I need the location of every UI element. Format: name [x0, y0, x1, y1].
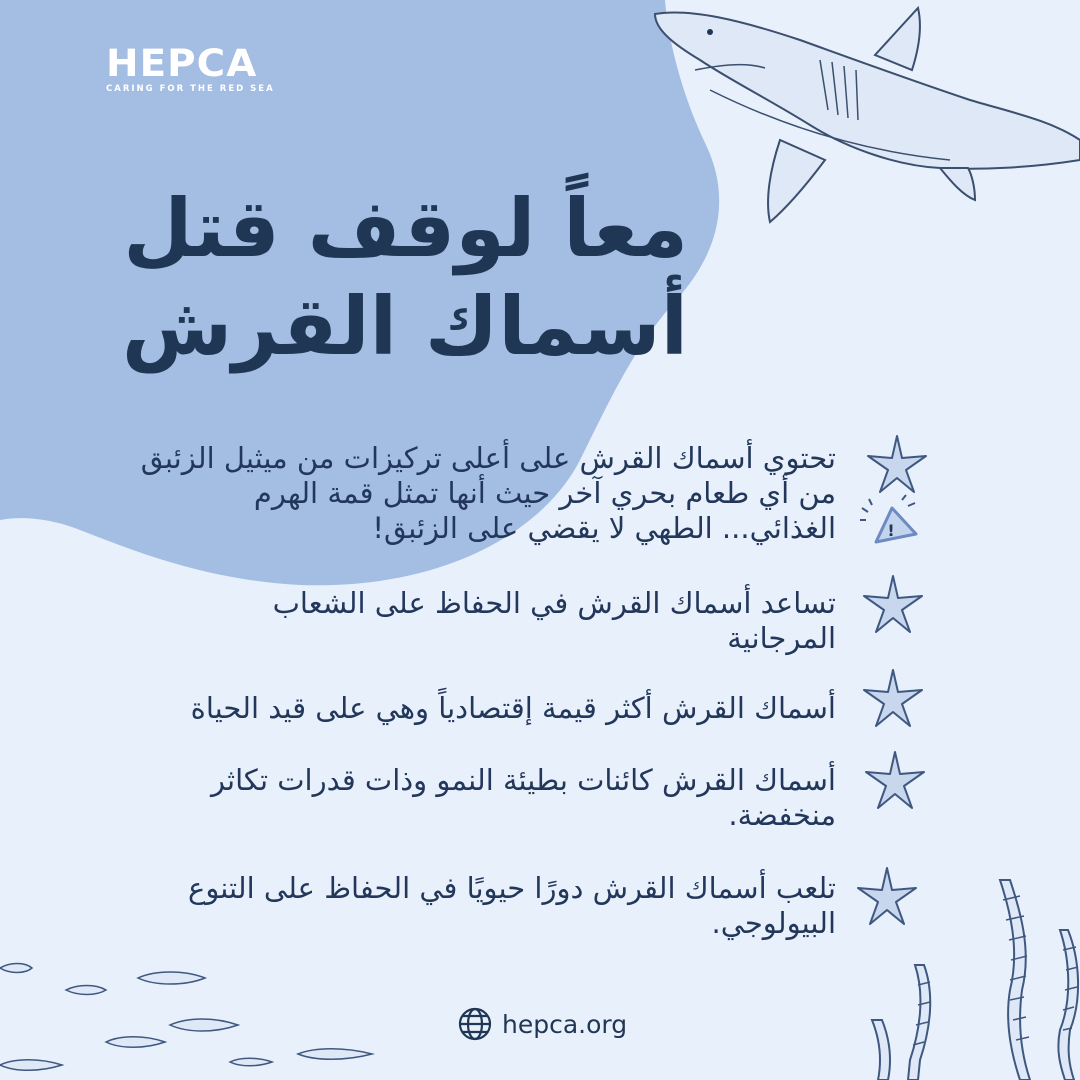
title-line-2: أسماك القرش: [121, 280, 688, 373]
fact-line: البيولوجي.: [711, 906, 836, 940]
starfish-icon: [864, 750, 926, 812]
fact-line: منخفضة.: [728, 798, 836, 832]
starfish-icon: [866, 434, 928, 496]
footer: [458, 1004, 627, 1044]
fact-item: [273, 586, 836, 656]
fact-item: [188, 871, 836, 941]
fact-line: تلعب أسماك القرش دورًا حيويًا في الحفاظ على التنوع: [188, 871, 836, 905]
globe-icon: [458, 1007, 492, 1041]
fact-line: من أي طعام بحري آخر حيث أنها تمثل قمة الهرم: [253, 476, 836, 510]
fact-line: الغذائي... الطهي لا يقضي على الزئبق!: [372, 511, 836, 545]
title-line-1: معاً لوقف قتل: [123, 182, 688, 275]
starfish-icon: [862, 574, 924, 636]
fact-line: تحتوي أسماك القرش على أعلى تركيزات من ميثيل الزئبق: [140, 441, 836, 475]
fact-line: المرجانية: [727, 621, 836, 655]
starfish-icon: [862, 668, 924, 730]
warning-icon: [858, 490, 922, 550]
fact-item: [191, 691, 836, 726]
website-link[interactable]: hepca.org: [502, 1009, 628, 1039]
page-title: [48, 180, 688, 376]
fish-school-illustration: [0, 950, 400, 1080]
svg-text:!: !: [887, 521, 895, 540]
shark-illustration: [650, 0, 1080, 240]
fact-line: تساعد أسماك القرش في الحفاظ على الشعاب: [272, 586, 836, 620]
logo-tagline: CARING FOR THE RED SEA: [106, 84, 275, 94]
hepca-logo: [106, 44, 296, 94]
fact-item: [141, 441, 836, 546]
fact-item: [211, 763, 836, 833]
seaweed-illustration: [860, 870, 1080, 1080]
logo-wordmark: HEPCA: [106, 42, 258, 85]
fact-line: أسماك القرش كائنات بطيئة النمو وذات قدرات تكاثر: [211, 763, 836, 797]
fact-line: أسماك القرش أكثر قيمة إقتصادياً وهي على قيد الحياة: [190, 691, 836, 725]
